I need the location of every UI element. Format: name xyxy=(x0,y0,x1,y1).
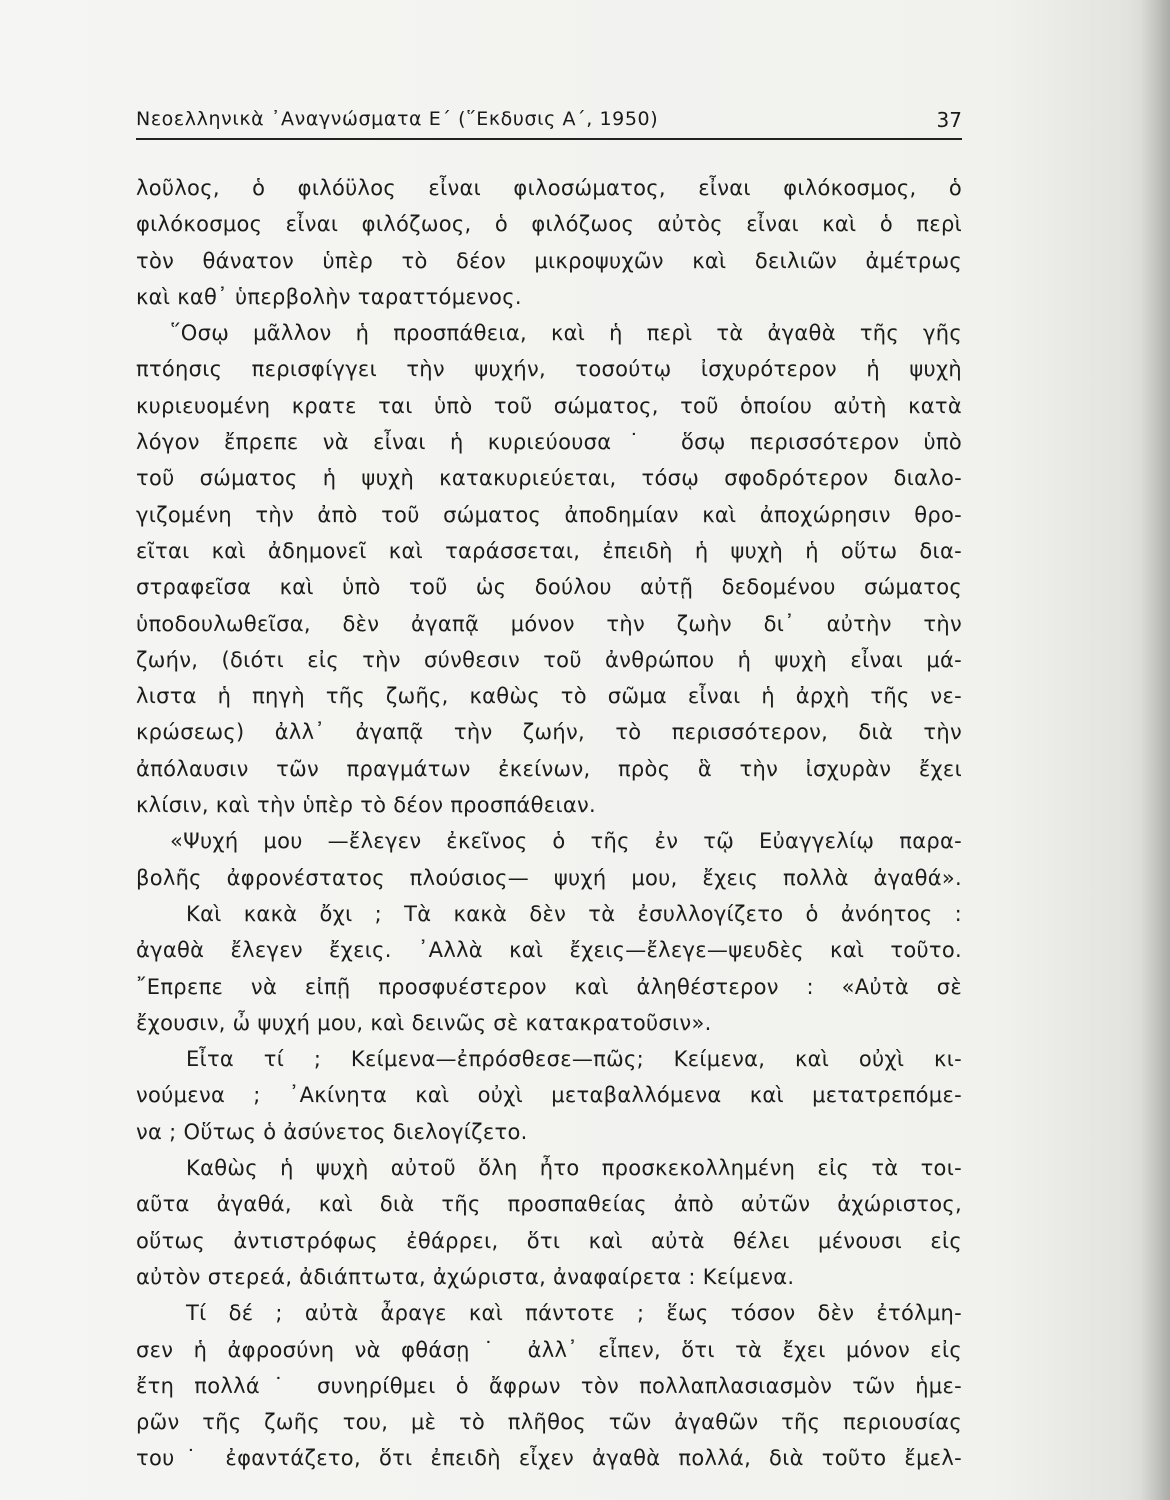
text-line: ὑποδουλωθεῖσα, δὲν ἀγαπᾷ μόνον τὴν ζωὴν δι᾽ αὐτὴν τὴν xyxy=(136,611,962,636)
text-line: λόγον ἔπρεπε νὰ εἶναι ἡ κυριεύουσα˙ ὅσῳ περισσότερον ὑπὸ xyxy=(136,430,962,455)
text-line: λιστα ἡ πηγὴ τῆς ζωῆς, καθὼς τὸ σῶμα εἶναι ἡ ἀρχὴ τῆς νε- xyxy=(136,684,962,709)
text-line: κυριευομένη κρατε ται ὑπὸ τοῦ σώματος, τοῦ ὁποίου αὐτὴ κατὰ xyxy=(136,393,962,418)
text-line: ζωήν, (διότι εἰς τὴν σύνθεσιν τοῦ ἀνθρώπου ἡ ψυχὴ εἶναι μά- xyxy=(136,647,962,672)
text-line: κλίσιν, καὶ τὴν ὑπὲρ τὸ δέον προσπάθειαν. xyxy=(136,793,597,818)
text-line: αῦτα ἀγαθά, καὶ διὰ τῆς προσπαθείας ἀπὸ αὐτῶν ἀχώριστος, xyxy=(136,1192,962,1217)
running-header xyxy=(136,106,962,140)
text-line: του˙ ἐφαντάζετο, ὅτι ἐπειδὴ εἶχεν ἀγαθὰ πολλά, διὰ τοῦτο ἔμελ- xyxy=(136,1446,962,1471)
text-line: σεν ἡ ἀφροσύνη νὰ φθάσῃ˙ ἀλλ᾽ εἶπεν, ὅτι τὰ ἔχει μόνον εἰς xyxy=(136,1337,962,1362)
text-line: ῎Επρεπε νὰ εἰπῇ προσφυέστερον καὶ ἀληθέστερον : «Αὐτὰ σὲ xyxy=(136,974,962,999)
text-line: ἔχουσιν, ὦ ψυχή μου, καὶ δεινῶς σὲ κατακρατοῦσιν». xyxy=(136,1010,712,1035)
running-title: Νεοελληνικὰ ᾿Αναγνώσματα Ε΄ (῞Εκδυσις Α΄, 1950) xyxy=(136,108,659,130)
text-line: ῞Οσῳ μᾶλλον ἡ προσπάθεια, καὶ ἡ περὶ τὰ ἀγαθὰ τῆς γῆς xyxy=(170,321,962,346)
text-line: ἀγαθὰ ἔλεγεν ἔχεις. ᾿Αλλὰ καὶ ἔχεις—ἔλεγε—ψευδὲς καὶ τοῦτο. xyxy=(136,938,962,963)
text-line: στραφεῖσα καὶ ὑπὸ τοῦ ὡς δούλου αὐτῇ δεδομένου σώματος xyxy=(136,575,962,600)
text-line: τοῦ σώματος ἡ ψυχὴ κατακυριεύεται, τόσῳ σφοδρότερον διαλο- xyxy=(136,466,962,491)
body-text xyxy=(136,170,962,1477)
text-line: βολῆς ἀφρονέστατος πλούσιος— ψυχή μου, ἔχεις πολλὰ ἀγαθά». xyxy=(136,865,962,890)
text-line: να ; Οὕτως ὁ ἀσύνετος διελογίζετο. xyxy=(136,1119,528,1144)
text-line: καὶ καθ᾽ ὑπερβολὴν ταραττόμενος. xyxy=(136,284,522,309)
text-line: εῖται καὶ ἀδημονεῖ καὶ ταράσσεται, ἐπειδὴ ἡ ψυχὴ ἡ οὕτω δια- xyxy=(136,538,962,563)
text-line: γιζομένη τὴν ἀπὸ τοῦ σώματος ἀποδημίαν καὶ ἀποχώρησιν θρο- xyxy=(136,502,962,527)
text-line: Καὶ κακὰ ὄχι ; Τὰ κακὰ δὲν τὰ ἐσυλλογίζετο ὁ ἀνόητος : xyxy=(186,901,962,926)
text-line: αὐτὸν στερεά, ἀδιάπτωτα, ἀχώριστα, ἀναφαίρετα : Κείμενα. xyxy=(136,1264,795,1289)
text-line: κρώσεως) ἀλλ᾽ ἀγαπᾷ τὴν ζωήν, τὸ περισσότερον, διὰ τὴν xyxy=(136,720,962,745)
text-line: λοῦλος, ὁ φιλόϋλος εἶναι φιλοσώματος, εἶναι φιλόκοσμος, ὁ xyxy=(136,176,962,200)
page-edge-shadow xyxy=(1140,0,1170,1500)
text-line: ἔτη πολλά˙ συνηρίθμει ὁ ἄφρων τὸν πολλαπλασιασμὸν τῶν ἡμε- xyxy=(136,1373,962,1398)
text-line: Εἶτα τί ; Κείμενα—ἐπρόσθεσε—πῶς; Κείμενα, καὶ οὐχὶ κι- xyxy=(186,1047,962,1072)
text-line: πτόησις περισφίγγει τὴν ψυχήν, τοσούτῳ ἰσχυρότερον ἡ ψυχὴ xyxy=(136,357,962,382)
text-line: οὕτως ἀντιστρόφως ἐθάρρει, ὅτι καὶ αὐτὰ θέλει μένουσι εἰς xyxy=(136,1228,962,1253)
text-line: Καθὼς ἡ ψυχὴ αὐτοῦ ὅλη ἦτο προσκεκολλημένη εἰς τὰ τοι- xyxy=(186,1156,962,1181)
text-line: τὸν θάνατον ὑπὲρ τὸ δέον μικροψυχῶν καὶ δειλιῶν ἀμέτρως xyxy=(136,248,962,273)
text-line: νούμενα ; ᾿Ακίνητα καὶ οὐχὶ μεταβαλλόμενα καὶ μετατρεπόμε- xyxy=(136,1083,962,1108)
text-line: Τί δέ ; αὐτὰ ἆραγε καὶ πάντοτε ; ἕως τόσον δὲν ἐτόλμη- xyxy=(186,1301,962,1326)
text-line: ἀπόλαυσιν τῶν πραγμάτων ἐκείνων, πρὸς ἃ τὴν ἰσχυρὰν ἔχει xyxy=(136,756,962,781)
text-line: «Ψυχή μου —ἔλεγεν ἐκεῖνος ὁ τῆς ἐν τῷ Εὐαγγελίῳ παρα- xyxy=(170,829,962,854)
page-number: 37 xyxy=(936,108,962,132)
text-line: ρῶν τῆς ζωῆς του, μὲ τὸ πλῆθος τῶν ἀγαθῶν τῆς περιουσίας xyxy=(136,1410,962,1435)
text-line: φιλόκοσμος εἶναι φιλόζωος, ὁ φιλόζωος αὐτὸς εἶναι καὶ ὁ περὶ xyxy=(136,212,962,237)
